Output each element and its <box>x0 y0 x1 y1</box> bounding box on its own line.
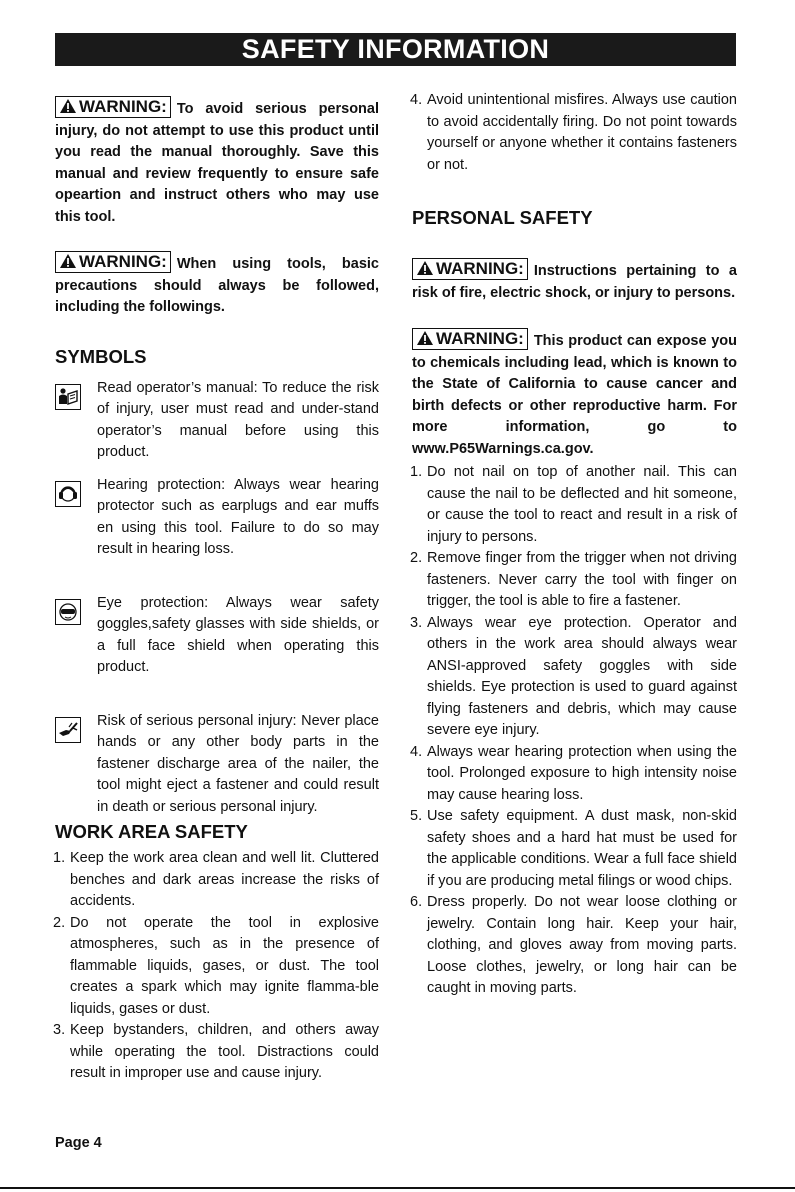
right-column <box>412 90 737 1000</box>
symbol-read-manual: Read operator’s manual: To reduce the risk of injury, user must read and under-stand operator’s manual before using this product. <box>55 378 379 464</box>
list-item: 2. Remove finger from the trigger when not driving fasteners. Never carry the tool with finger on trigger, the tool is able to fire a fastener. <box>410 550 737 609</box>
symbol-hand-injury: Risk of serious personal injury: Never place hands or any other body parts in the fastener discharge area of the nailer, the tool might eject a fastener and could result in death or serious personal injury. <box>55 711 379 819</box>
symbols-heading: SYMBOLS <box>55 345 147 367</box>
warning-label: WARNING: <box>55 251 171 273</box>
list-item: 2. Do not operate the tool in explosive atmospheres, such as in the presence of flammable liquids, gases, or dust. The tool creates a spark which may ignite flamma-ble liquids, gases or dust. <box>53 914 379 1017</box>
work-area-list <box>55 848 379 1085</box>
list-item: 3. Always wear eye protection. Operator and others in the work area should always wear ANSI-approved safety goggles with side shields. Eye protection is used to guard against flying fasteners and debris, which may cause severe eye injury. <box>410 614 737 738</box>
page-title: SAFETY INFORMATION <box>55 33 736 66</box>
list-item: 5. Use safety equipment. A dust mask, non-skid safety shoes and a hard hat must be used for the applicable conditions. Wear a full face shield if you are producing metal filings or wood chips. <box>410 808 737 889</box>
warning-label: WARNING: <box>55 96 171 118</box>
personal-safety-list <box>412 462 737 1000</box>
work-area-list-continued <box>412 90 737 176</box>
left-column <box>55 90 379 1085</box>
list-item: 4. Always wear hearing protection when using the tool. Prolonged exposure to high intensity noise may cause hearing loss. <box>410 743 737 803</box>
list-item: 1. Do not nail on top of another nail. This can cause the nail to be deflected and hit someone, or cause the tool to react and result in a risk of injury to persons. <box>410 464 737 545</box>
hand-injury-icon <box>55 717 81 743</box>
read-manual-icon <box>55 384 81 410</box>
warning-block-3: WARNING: Instructions pertaining to a risk of fire, electric shock, or injury to persons. <box>412 259 737 301</box>
warning-label: WARNING: <box>412 258 528 280</box>
warning-block-4: WARNING: This product can expose you to chemicals including lead, which is known to the State of California to cause cancer and birth defects or other reproductive harm. For more information, go to www.P65Warnings.ca.gov. <box>412 329 737 457</box>
list-item: 1. Keep the work area clean and well lit. Cluttered benches and dark areas increase the risks of accidents. <box>53 850 379 909</box>
warning-triangle-icon <box>59 253 77 269</box>
warning-triangle-icon <box>416 260 434 276</box>
warning-block-1: WARNING: To avoid serious personal injury, do not attempt to use this product until you read the manual thoroughly. Save this manual and review frequently to ensure safe opeartion and instruct others who may use this tool. <box>55 97 379 225</box>
work-area-heading: WORK AREA SAFETY <box>55 821 248 842</box>
symbol-eye-protection: Eye protection: Always wear safety goggles,safety glasses with side shields, or a full face shield when operating this product. <box>55 593 379 679</box>
list-item: 4. Avoid unintentional misfires. Always use caution to avoid accidentally firing. Do not point towards yourself or anyone whether it contains fasteners or not. <box>410 92 737 173</box>
eye-protection-icon <box>55 599 81 625</box>
bottom-rule <box>0 1187 795 1189</box>
warning-label: WARNING: <box>412 328 528 350</box>
list-item: 6. Dress properly. Do not wear loose clothing or jewelry. Contain long hair. Keep your hair, clothing, and gloves away from moving parts. Loose clothes, jewelry, or long hair can be caught in moving parts. <box>410 894 737 996</box>
personal-safety-heading: PERSONAL SAFETY <box>412 207 593 228</box>
hearing-protection-icon <box>55 481 81 507</box>
page-number: Page 4 <box>55 1135 102 1151</box>
symbol-hearing-protection: Hearing protection: Always wear hearing protector such as earplugs and ear muffs en using this tool. Failure to do so may result in hearing loss. <box>55 475 379 561</box>
warning-block-2: WARNING: When using tools, basic precautions should always be followed, including the followings. <box>55 252 379 315</box>
warning-triangle-icon <box>416 330 434 346</box>
warning-triangle-icon <box>59 98 77 114</box>
list-item: 3. Keep bystanders, children, and others away while operating the tool. Distractions could result in improper use and cause injury. <box>53 1022 379 1081</box>
